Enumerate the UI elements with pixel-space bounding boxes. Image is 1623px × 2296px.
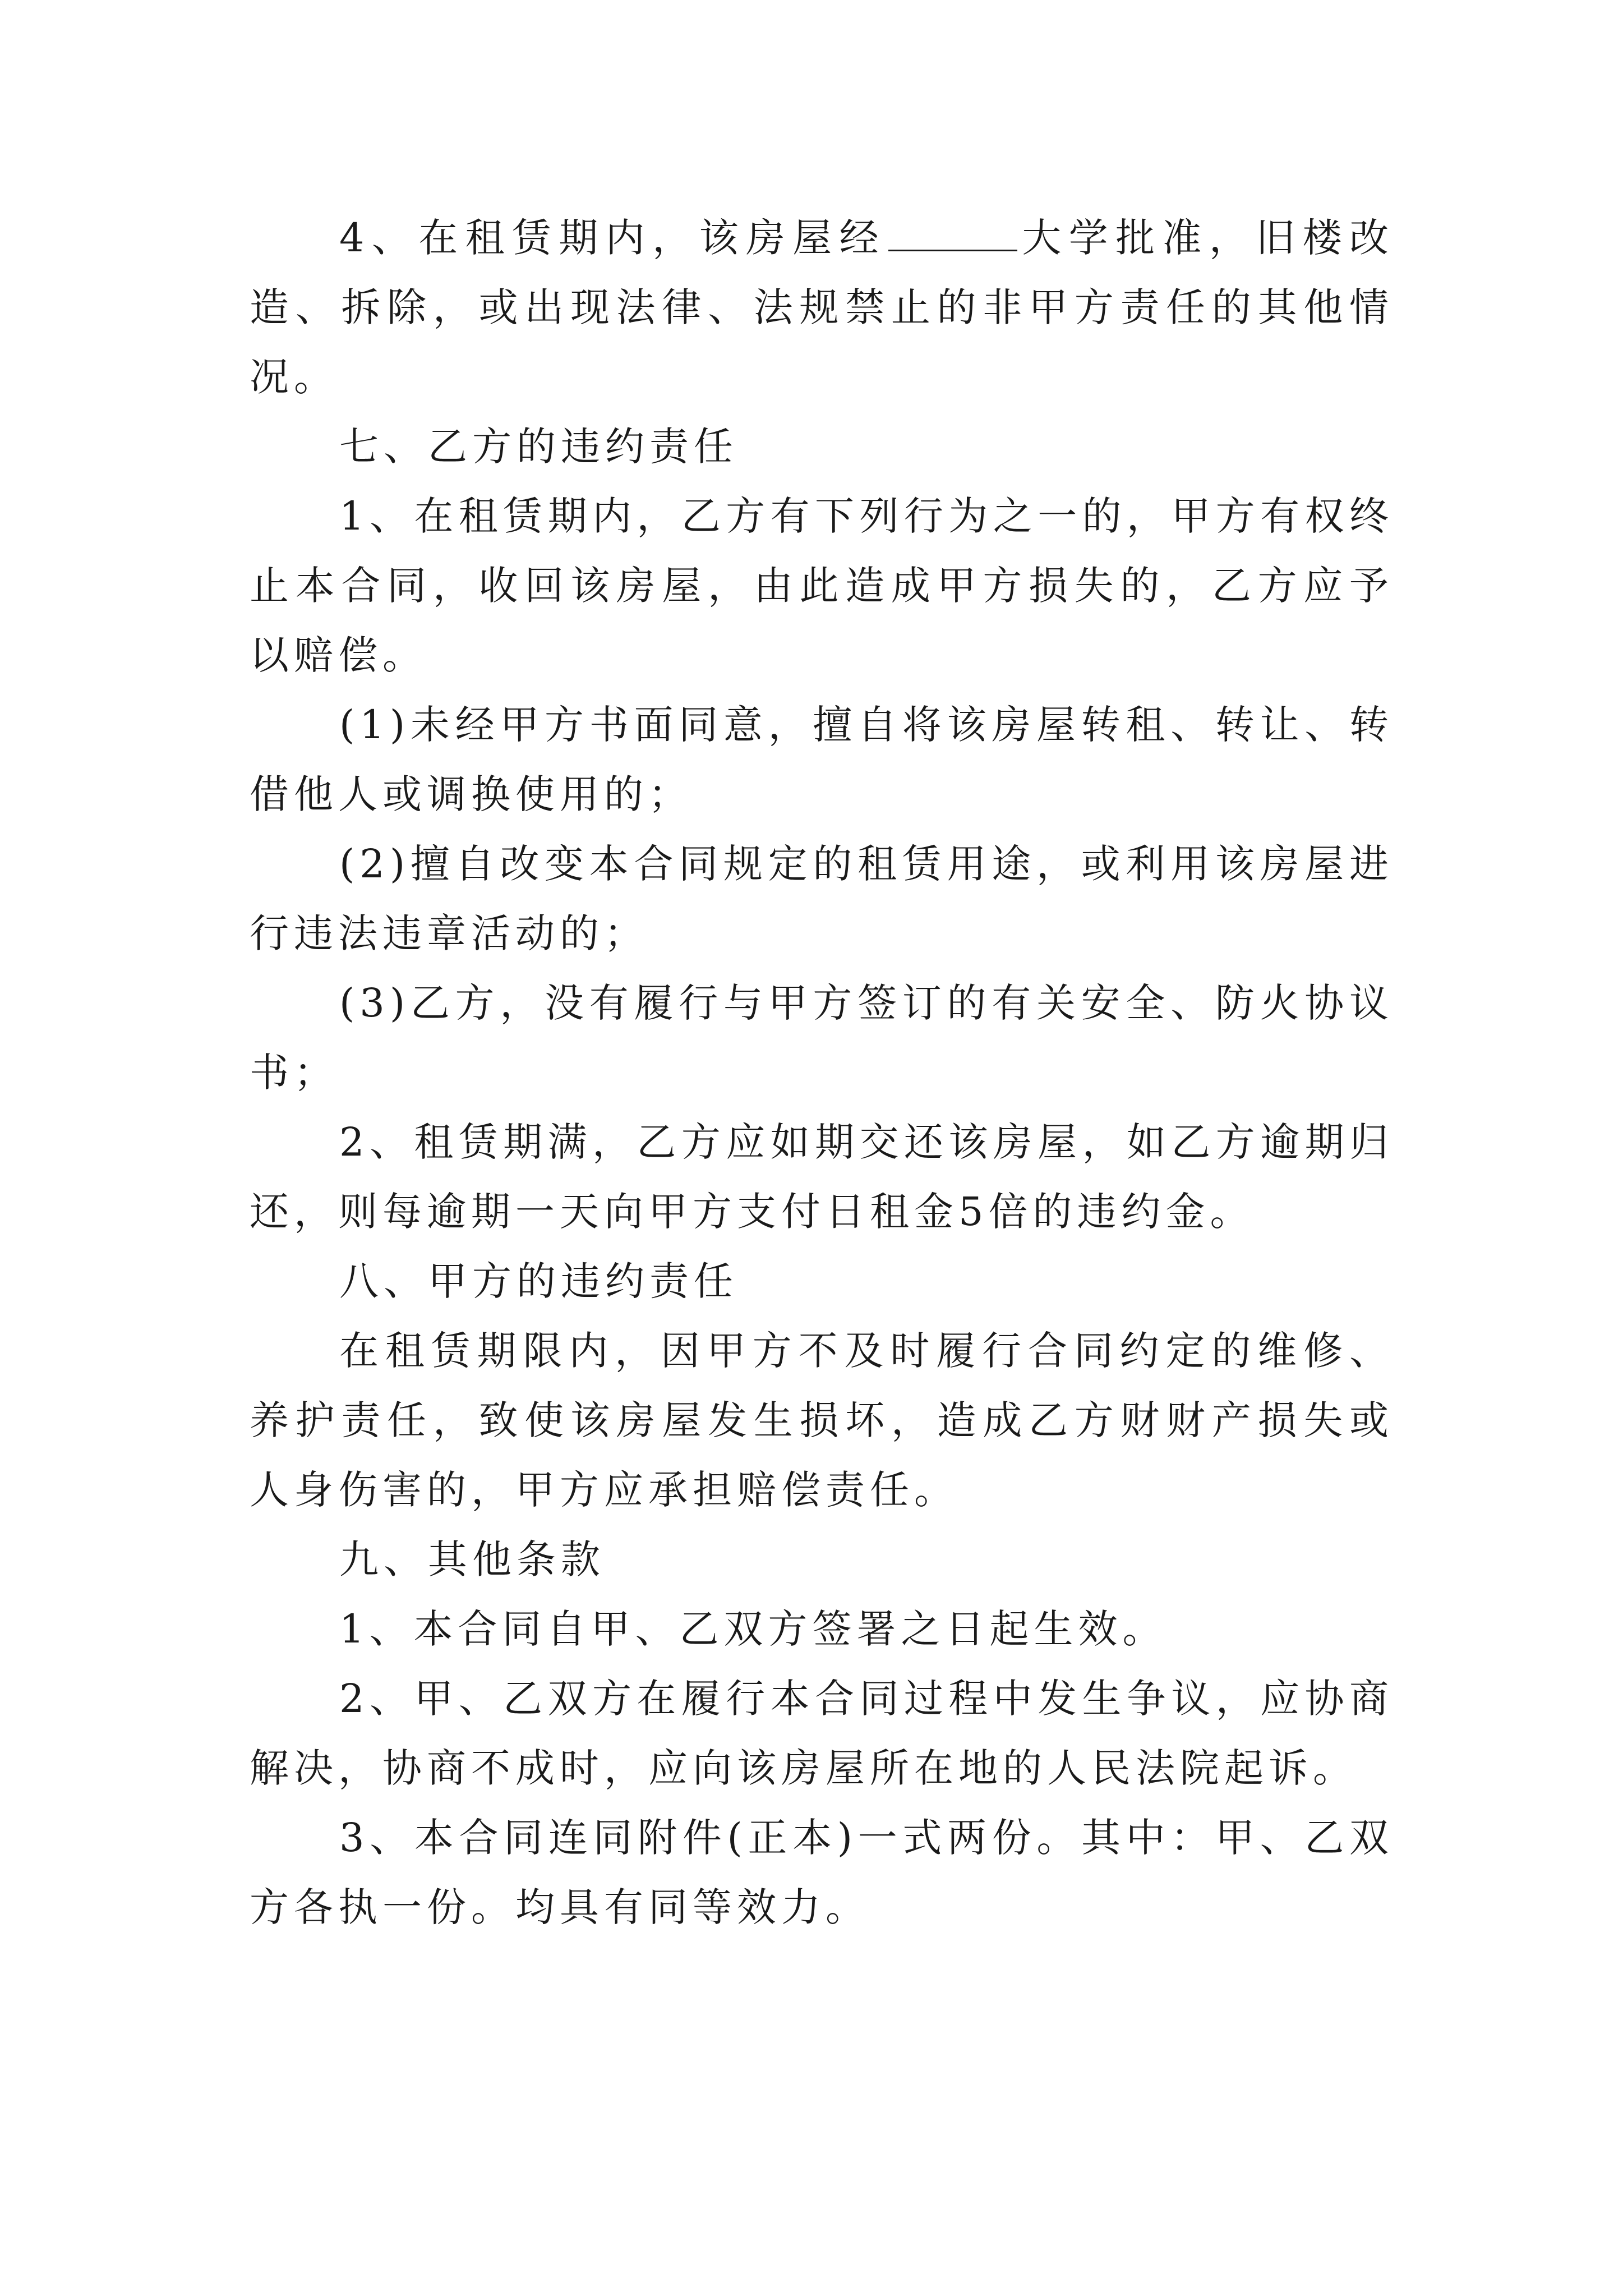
section-heading-9: 九、其他条款 [339,1536,605,1582]
paragraph-clause-9-1: 1、本合同自甲、乙双方签署之日起生效。 [339,1606,1167,1652]
paragraph-text: 4、在租赁期内，该房屋经 [339,215,887,261]
paragraph-clause-4 [250,203,1394,412]
paragraph-clause-9-3: 3、本合同连同附件(正本)一式两份。其中：甲、乙双方各执一份。均具有同等效力。 [250,1815,1394,1930]
paragraph-item-1: (1)未经甲方书面同意，擅自将该房屋转租、转让、转借他人或调换使用的； [250,702,1394,817]
section-heading-8: 八、甲方的违约责任 [339,1258,738,1304]
paragraph-clause-7-1: 1、在租赁期内，乙方有下列行为之一的，甲方有权终止本合同，收回该房屋，由此造成甲方损失的，乙方应予以赔偿。 [250,493,1394,678]
paragraph-clause-9-2: 2、甲、乙双方在履行本合同过程中发生争议，应协商解决，协商不成时，应向该房屋所在地的人民法院起诉。 [250,1676,1394,1791]
paragraph-clause-7-2: 2、租赁期满，乙方应如期交还该房屋，如乙方逾期归还，则每逾期一天向甲方支付日租金5倍的违约金。 [250,1119,1394,1235]
paragraph-item-2: (2)擅自改变本合同规定的租赁用途，或利用该房屋进行违法违章活动的； [250,841,1394,956]
paragraph-clause-8: 在租赁期限内，因甲方不及时履行合同约定的维修、养护责任，致使该房屋发生损坏，造成乙方财财产损失或人身伤害的，甲方应承担赔偿责任。 [250,1328,1394,1513]
paragraph-text: 大学批准，旧楼改造、拆除，或出现法律、法规禁止的非甲方责任的其他情况。 [250,215,1394,400]
blank-underline [888,210,1017,251]
document-body [250,203,1394,1942]
paragraph-item-3: (3)乙方，没有履行与甲方签订的有关安全、防火协议书； [250,980,1394,1096]
section-heading-7: 七、乙方的违约责任 [339,424,738,470]
